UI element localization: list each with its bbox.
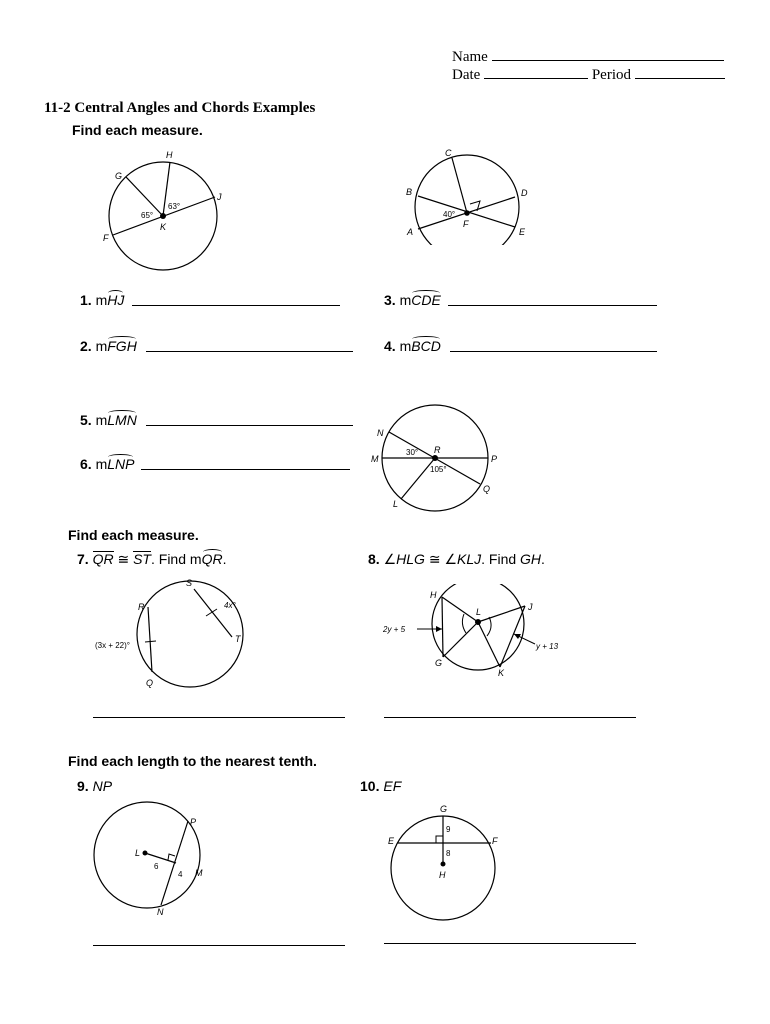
expr-3x-22: (3x + 22)° [95,641,130,650]
circle-figure-10 [380,800,510,925]
label-l: L [135,848,141,858]
section-heading-1: Find each measure. [72,122,203,138]
expr-2y-5: 2y + 5 [383,625,406,634]
circle-figure-2 [398,145,538,245]
label-q: Q [483,484,491,494]
circle-figure-7 [90,576,270,696]
answer-line-8[interactable] [384,705,636,718]
answer-line-4[interactable] [450,337,657,352]
label-h: H [166,150,173,160]
expr-4x: 4x° [224,601,236,610]
label-c: C [445,148,452,158]
label-l: L [476,607,482,617]
label-n: N [157,907,164,917]
angle-105: 105° [430,465,447,474]
label-m: M [371,454,379,464]
answer-line-5[interactable] [146,411,353,426]
answer-line-1[interactable] [132,291,340,306]
date-field[interactable] [484,65,588,79]
label-n: N [377,428,384,438]
circle-figure-1 [95,145,235,280]
label-p: P [491,454,498,464]
label-s: S [186,578,193,588]
question-2: 2. mFGH [80,338,137,354]
period-field[interactable] [635,65,725,79]
question-10: 10. EF [360,778,402,794]
label-k: K [160,222,167,232]
label-l: L [393,499,399,509]
question-9: 9. NP [77,778,113,794]
label-e: E [519,227,526,237]
label-d: D [521,188,528,198]
label-g: G [435,658,443,668]
angle-30: 30° [406,448,419,457]
name-field[interactable] [492,47,724,61]
question-7: 7. QR ≅ ST. Find mQR. [77,551,227,567]
question-4: 4. mBCD [384,338,441,354]
answer-line-2[interactable] [146,337,353,352]
length-9: 9 [446,825,451,834]
question-1: 1. mHJ [80,292,125,308]
label-r: R [138,602,145,612]
angle-63: 63° [168,202,181,211]
length-4: 4 [178,870,183,879]
length-6: 6 [154,862,159,871]
name-label: Name [452,49,488,65]
circle-figure-9 [88,800,218,920]
answer-line-9[interactable] [93,933,345,946]
label-g: G [440,804,448,814]
date-row [452,65,725,84]
answer-line-3[interactable] [448,291,657,306]
label-m: M [195,868,203,878]
question-5: 5. mLMN [80,412,137,428]
label-b: B [406,187,413,197]
expr-y-13: y + 13 [536,642,559,651]
length-8: 8 [446,849,451,858]
period-label: Period [591,67,631,83]
name-row [452,47,724,66]
circle-figure-3 [368,400,508,515]
label-h: H [430,590,437,600]
section-heading-2: Find each measure. [68,527,199,543]
question-6: 6. mLNP [80,456,135,472]
label-j: J [528,602,533,612]
label-f: F [463,219,469,229]
label-f: F [492,836,498,846]
label-k: K [498,668,505,678]
label-e: E [388,836,395,846]
date-label: Date [452,67,481,83]
label-g: G [115,171,123,181]
label-j: J [217,192,222,202]
question-3: 3. mCDE [384,292,441,308]
angle-65: 65° [141,211,154,220]
question-8: 8. ∠HLG ≅ ∠KLJ. Find GH. [368,551,545,567]
label-h: H [439,870,446,880]
answer-line-10[interactable] [384,931,636,944]
label-a: A [407,227,414,237]
label-p: P [190,817,197,827]
label-f: F [103,233,109,243]
circle-figure-8 [380,584,580,684]
page-title: 11-2 Central Angles and Chords Examples [44,100,316,116]
label-r: R [434,445,441,455]
angle-40: 40° [443,210,456,219]
answer-line-6[interactable] [141,455,350,470]
label-t: T [235,634,241,644]
section-heading-3: Find each length to the nearest tenth. [68,753,317,769]
answer-line-7[interactable] [93,705,345,718]
label-q: Q [146,678,154,688]
